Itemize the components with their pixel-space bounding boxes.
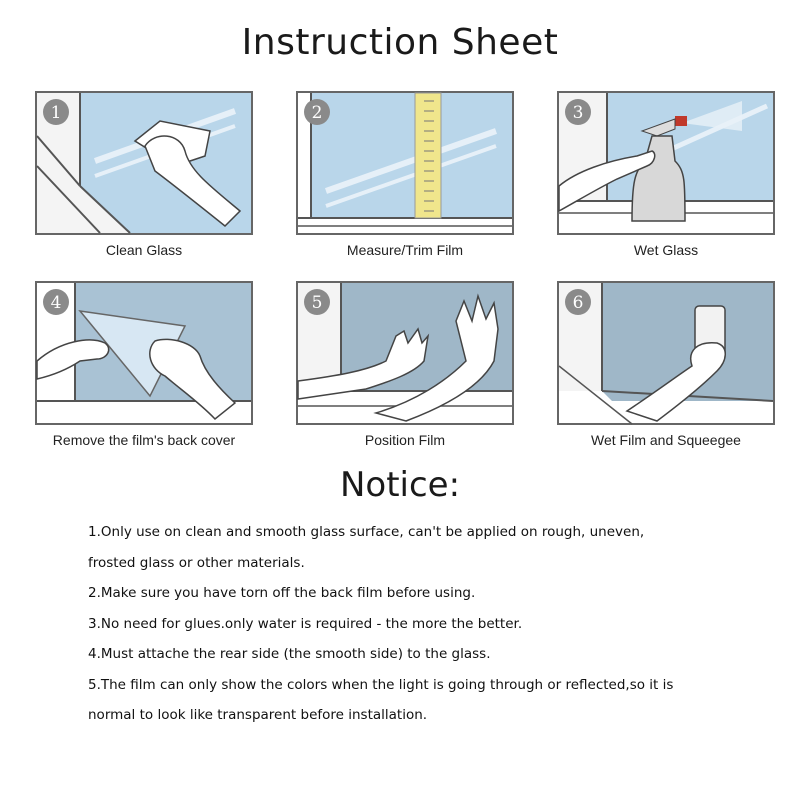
step-1-caption: Clean Glass — [105, 242, 183, 258]
step-6-illustration — [557, 281, 775, 425]
step-4-number: 4 — [50, 293, 62, 313]
step-2-caption: Measure/Trim Film — [346, 242, 464, 258]
step-2-number: 2 — [311, 103, 323, 123]
step-4-illustration — [35, 281, 253, 425]
step-3-caption: Wet Glass — [633, 242, 699, 258]
step-1-number: 1 — [50, 103, 62, 123]
step-6-number: 6 — [572, 293, 584, 313]
notice-line: 4.Must attache the rear side (the smooth side) to the glass. — [88, 646, 491, 662]
step-3-number: 3 — [572, 103, 584, 123]
step-5-caption: Position Film — [364, 432, 446, 448]
notice-line: 2.Make sure you have torn off the back film before using. — [88, 585, 476, 601]
notice-line: 5.The film can only show the colors when the light is going through or reflected,so it is — [88, 676, 674, 693]
notice-heading: Notice: — [339, 465, 461, 505]
step-3-illustration — [557, 91, 775, 235]
notice-line: 1.Only use on clean and smooth glass surface, can't be applied on rough, uneven, — [88, 524, 645, 540]
notice-line: frosted glass or other materials. — [88, 554, 305, 571]
step-5-number: 5 — [311, 293, 323, 313]
step-5-illustration — [296, 281, 514, 425]
page-title: Instruction Sheet — [241, 22, 559, 63]
notice-line: normal to look like transparent before installation. — [88, 707, 428, 723]
notice-list — [88, 517, 778, 731]
notice-line: 3.No need for glues.only water is required - the more the better. — [88, 615, 523, 632]
step-1-illustration — [35, 91, 253, 235]
measuring-tape-icon — [415, 93, 441, 218]
step-2-illustration — [296, 91, 514, 235]
step-4-caption: Remove the film's back cover — [52, 432, 236, 448]
step-6-caption: Wet Film and Squeegee — [591, 432, 741, 448]
